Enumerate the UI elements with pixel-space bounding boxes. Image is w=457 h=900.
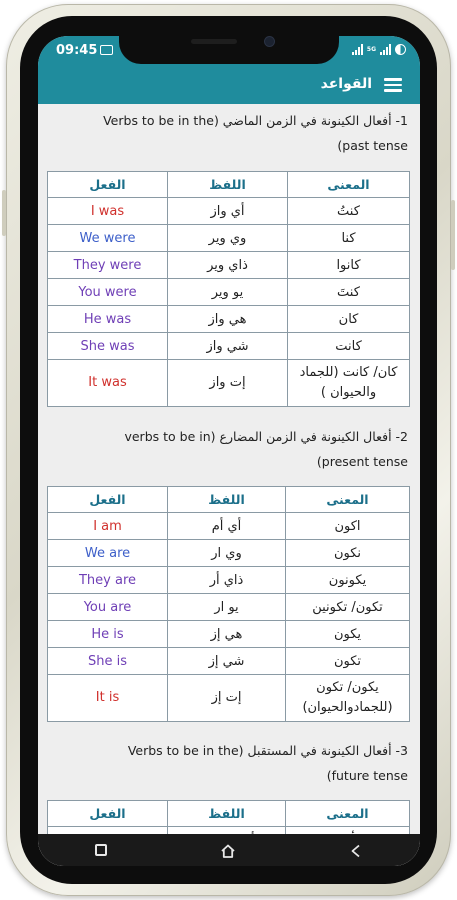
section-heading-past: [52, 108, 408, 158]
table-row: [48, 306, 410, 333]
table-row: [48, 279, 410, 306]
pronunciation-cell: شي واز: [168, 333, 288, 360]
table-row: [48, 540, 410, 567]
pronunciation-cell: يو وير: [168, 279, 288, 306]
pronunciation-cell: هي واز: [168, 306, 288, 333]
pronunciation-cell: ذاي أر: [168, 567, 286, 594]
menu-icon[interactable]: [384, 78, 402, 92]
message-icon: [100, 45, 113, 55]
section-heading-line: present tense): [316, 454, 408, 469]
verb-cell: I was: [48, 198, 168, 225]
verb-cell: He was: [48, 306, 168, 333]
volume-button: [2, 190, 6, 236]
pronunciation-cell: هي إز: [168, 621, 286, 648]
back-icon[interactable]: [349, 843, 363, 857]
pronunciation-cell: أي أم: [168, 513, 286, 540]
verb-cell: You were: [48, 279, 168, 306]
meaning-cell: كان/ كانت (للجماد والحيوان ): [288, 360, 410, 407]
section-heading-line: past tense): [337, 138, 408, 153]
pronunciation-cell: إت واز: [168, 360, 288, 407]
verb-cell: She was: [48, 333, 168, 360]
verb-cell: You are: [48, 594, 168, 621]
pronunciation-cell: شي إز: [168, 648, 286, 675]
header-pronunciation: اللفظ: [168, 801, 286, 827]
page-title: القواعد: [320, 76, 372, 92]
content-area: [38, 104, 420, 866]
home-icon[interactable]: [221, 843, 235, 857]
table-row: [48, 675, 410, 722]
header-meaning: المعنى: [288, 172, 410, 198]
table-row: [48, 198, 410, 225]
pronunciation-cell: وي وير: [168, 225, 288, 252]
verb-cell: It was: [48, 360, 168, 407]
meaning-cell: كنتُ: [288, 198, 410, 225]
system-nav-bar: [38, 834, 420, 866]
meaning-cell: كنتَ: [288, 279, 410, 306]
past-tense-table: [47, 171, 410, 407]
verb-cell: She is: [48, 648, 168, 675]
meaning-cell: اكون: [286, 513, 410, 540]
pronunciation-cell: وي ار: [168, 540, 286, 567]
table-row: [48, 567, 410, 594]
header-verb: الفعل: [48, 172, 168, 198]
meaning-cell: يكون/ تكون (للجمادوالحيوان): [286, 675, 410, 722]
meaning-cell: كان: [288, 306, 410, 333]
table-header-row: [48, 801, 410, 827]
pronunciation-cell: ذاي وير: [168, 252, 288, 279]
recents-icon[interactable]: [95, 844, 107, 856]
section-heading-present: [52, 424, 408, 474]
meaning-cell: كانت: [288, 333, 410, 360]
meaning-cell: يكونون: [286, 567, 410, 594]
pronunciation-cell: أي واز: [168, 198, 288, 225]
table-row: [48, 594, 410, 621]
section-heading-line: 2- أفعال الكينونة في الزمن المضارع (verbs to be in: [124, 429, 408, 444]
table-row: [48, 252, 410, 279]
table-row: [48, 333, 410, 360]
signal-icon: [352, 44, 363, 55]
meaning-cell: نكون: [286, 540, 410, 567]
meaning-cell: كانوا: [288, 252, 410, 279]
header-meaning: المعنى: [286, 801, 410, 827]
verb-cell: We are: [48, 540, 168, 567]
app-bar: [38, 66, 420, 104]
verb-cell: They are: [48, 567, 168, 594]
section-heading-line: 1- أفعال الكينونة في الزمن الماضي (Verbs to be in the: [103, 113, 408, 128]
meaning-cell: يكون: [286, 621, 410, 648]
front-camera: [265, 37, 274, 46]
meaning-cell: تكون: [286, 648, 410, 675]
verb-cell: We were: [48, 225, 168, 252]
header-pronunciation: اللفظ: [168, 487, 286, 513]
status-icons: [352, 44, 406, 55]
verb-cell: They were: [48, 252, 168, 279]
section-heading-line: future tense): [326, 768, 408, 783]
verb-cell: He is: [48, 621, 168, 648]
power-button: [451, 200, 455, 270]
header-meaning: المعنى: [286, 487, 410, 513]
pronunciation-cell: يو ار: [168, 594, 286, 621]
verb-cell: I am: [48, 513, 168, 540]
header-pronunciation: اللفظ: [168, 172, 288, 198]
table-row: [48, 621, 410, 648]
status-time: 09:45: [56, 43, 98, 58]
signal-icon-2: [380, 44, 391, 55]
pronunciation-cell: إت إز: [168, 675, 286, 722]
table-row: [48, 360, 410, 407]
verb-cell: It is: [48, 675, 168, 722]
present-tense-table: [47, 486, 410, 722]
table-header-row: [48, 487, 410, 513]
meaning-cell: تكون/ تكونين: [286, 594, 410, 621]
table-row: [48, 513, 410, 540]
battery-icon: [395, 44, 406, 55]
section-heading-future: [52, 738, 408, 788]
speaker: [191, 39, 237, 44]
section-heading-line: 3- أفعال الكينونة في المستقبل (Verbs to be in the: [127, 743, 408, 758]
notch: [119, 34, 339, 64]
header-verb: الفعل: [48, 487, 168, 513]
network-label: 5G: [366, 45, 376, 53]
header-verb: الفعل: [48, 801, 168, 827]
table-header-row: [48, 172, 410, 198]
table-row: [48, 648, 410, 675]
meaning-cell: كنا: [288, 225, 410, 252]
screen: [38, 36, 420, 866]
table-row: [48, 225, 410, 252]
